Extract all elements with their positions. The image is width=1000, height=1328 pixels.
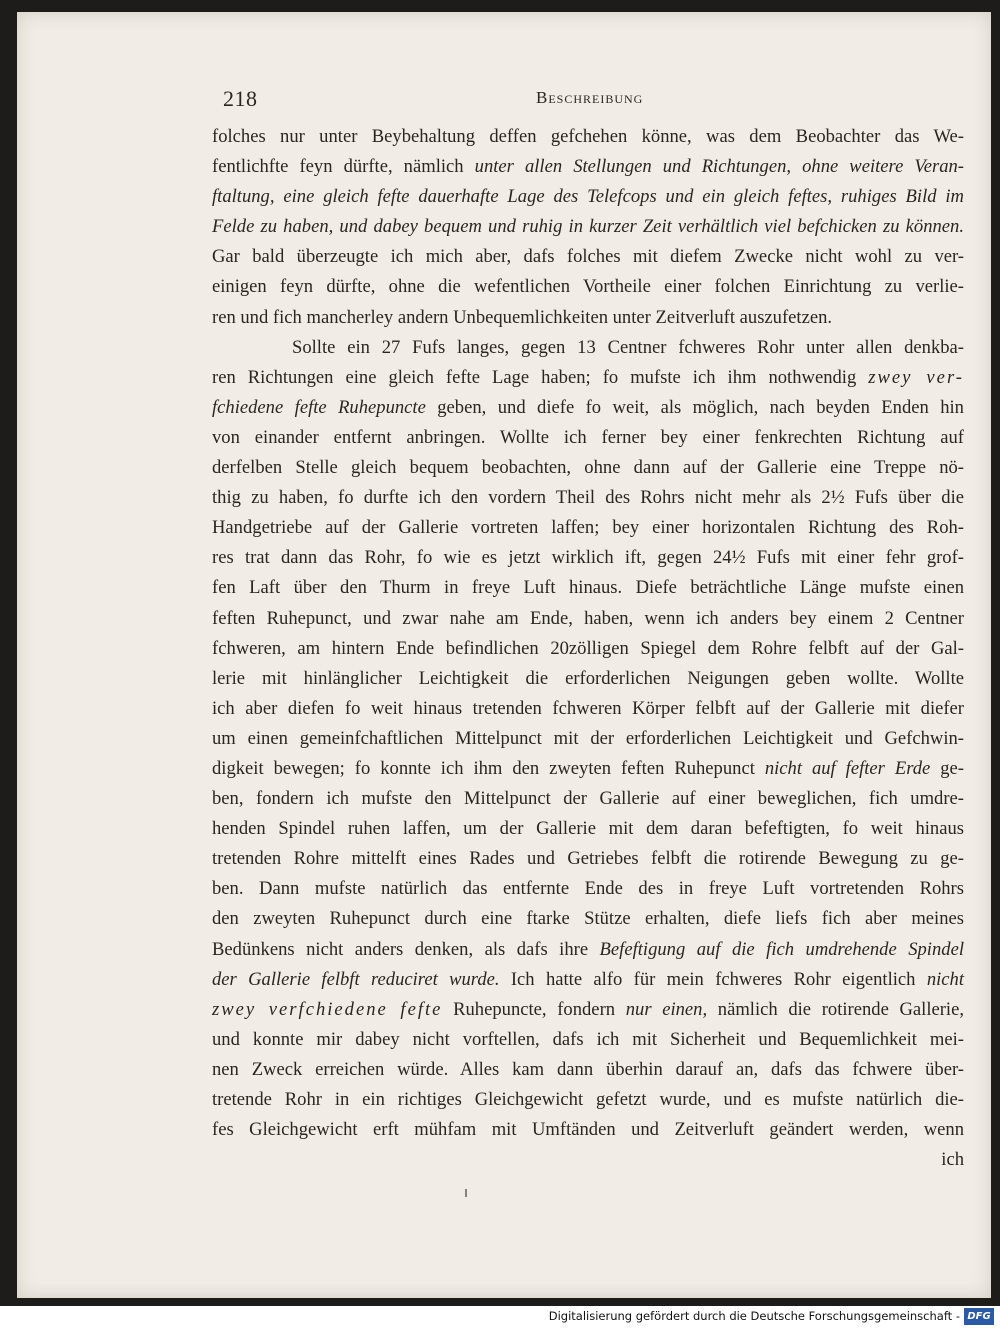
line-text: folches nur unter Beybehaltung deffen gefchehen könne, was dem Beobachter das We- [212,126,964,147]
text-line [212,453,964,483]
line-italic-text: unter allen Stellungen und Richtungen, ohne weitere Veran- [474,156,964,178]
line-text: fchweren, am hintern Ende befindlichen 20zölligen Spiegel dem Rohre felbft auf der Gal- [212,637,964,659]
text-line [212,844,964,874]
text-line [212,393,964,423]
line-text: derfelben Stelle gleich bequem beobachten, ohne dann auf der Gallerie eine Treppe nö- [212,457,964,479]
text-line [212,1055,964,1085]
text-line [212,724,964,754]
line-text: nen Zweck erreichen würde. Alles kam dann überhin darauf an, dafs das fchwere über- [212,1058,964,1080]
line-text: um einen gemeinfchaftlichen Mittelpunct mit der erforderlichen Leichtigkeit und Gefchwin- [212,727,964,749]
line-text: tretende Rohr in ein richtiges Gleichgewicht gefetzt wurde, und es mufste natürlich die- [212,1089,964,1110]
line-italic-text: fchiedene fefte Ruhepuncte [212,396,426,418]
text-line [212,363,964,393]
text-line [212,995,964,1025]
page-number: 218 [223,86,258,111]
line-italic-text: nicht auf fefter Erde [764,757,931,779]
line-text: fentlichfte feyn dürfte, nämlich [212,156,475,178]
text-line [212,212,964,242]
line-spaced-text: zwey verfchiedene fefte [212,998,443,1020]
line-italic-text: nicht [926,968,964,990]
line-text: Gar bald überzeugte ich mich aber, dafs folches mit diefem Zwecke nicht wohl zu ver- [212,246,964,268]
digitization-footer [0,1306,1000,1328]
text-line [212,333,964,363]
text-line [212,965,964,995]
text-line [212,423,964,453]
line-spaced-text: zwey ver- [868,366,964,388]
text-line [212,664,964,694]
line-text: henden Spindel ruhen laffen, um der Gallerie mit dem daran befeftigten, fo weit hinaus [212,818,964,840]
text-line [212,513,964,543]
line-text: Ruhepuncte, fondern [442,998,626,1020]
line-italic-text: ftaltung, eine gleich fefte dauerhafte Lage des Telefcops und ein gleich feftes, ruhiges Bild im [212,186,964,208]
text-line [212,242,964,272]
page-header [223,86,968,116]
line-text: ben, fondern ich mufste den Mittelpunct der Gallerie auf einer beweglichen, fich umdre- [212,788,964,810]
line-text: Bedünkens nicht anders denken, als dafs ihre [212,938,600,960]
line-text: Sollte ein 27 Fufs langes, gegen 13 Centner fchweres Rohr unter allen denkba- [292,336,964,358]
line-text: lerie mit hinlänglicher Leichtigkeit die erforderlichen Neigungen geben wollte. Wollte [212,667,964,689]
text-line [212,935,964,965]
line-text: fen Laft über den Thurm in freye Luft hinaus. Diefe beträchtliche Länge mufste einen [212,577,964,599]
line-italic-text: der Gallerie felbft reduciret wurde. [212,968,500,990]
line-text: feften Ruhepunct, und zwar nahe am Ende, haben, wenn ich anders bey einem 2 Centner [212,607,964,629]
line-text: tretenden Rohre mittelft eines Rades und Getriebes felbft die rotirende Bewegung zu ge- [212,848,964,870]
line-text: nämlich die rotirende Gallerie, [707,998,965,1020]
text-line [212,784,964,814]
line-text: geben, und diefe fo weit, als möglich, nach beyden Enden hin [425,396,964,418]
line-text: ren Richtungen eine gleich fefte Lage haben; fo mufste ich ihm nothwendig [212,366,869,388]
text-line [212,1085,964,1115]
line-text: Handgetriebe auf der Gallerie vortreten laffen; bey einer horizontalen Richtung des Roh- [212,517,964,539]
text-line [212,1115,964,1145]
text-line [212,573,964,603]
text-line [212,272,964,302]
line-text: thig zu haben, fo durfte ich den vordern Theil des Rohrs nicht mehr als 2½ Fufs über die [212,487,964,509]
line-text: ren und fich mancherley andern Unbequemlichkeiten unter Zeitverluft auszufetzen. [212,306,833,328]
text-line [212,303,964,333]
line-text: ich aber diefen fo weit hinaus tretenden fchweren Körper felbft auf der Gallerie mit diefer [212,697,964,719]
line-text: von einander entfernt anbringen. Wollte ich ferner bey einer fenkrechten Richtung auf [212,426,964,448]
text-line [212,182,964,212]
body-text [212,122,964,1175]
paper-mark [465,1189,467,1197]
text-line [212,874,964,904]
line-text: einigen feyn dürfte, ohne die wefentlichen Vortheile einer folchen Einrichtung zu verlie- [212,276,964,298]
text-line [212,634,964,664]
text-line [212,754,964,784]
text-line [212,483,964,513]
line-text: und konnte mir dabey nicht vorftellen, dafs ich mit Sicherheit und Bequemlichkeit mei- [212,1028,964,1050]
text-line [212,604,964,634]
dfg-logo[interactable]: DFG [964,1308,994,1325]
running-head: Beschreibung [536,88,644,107]
line-text: res trat dann das Rohr, fo wie es jetzt wirklich ift, gegen 24½ Fufs mit einer fehr grof- [212,547,964,569]
line-italic-text: Felde zu haben, und dabey bequem und ruhig in kurzer Zeit verhältlich viel befchicken zu können. [212,216,964,238]
text-line [212,1025,964,1055]
text-line [212,543,964,573]
text-line [212,814,964,844]
text-line [212,122,964,152]
text-line [212,904,964,934]
line-text: digkeit bewegen; fo konnte ich ihm den zweyten feften Ruhepunct [212,757,765,779]
line-italic-text: nur einen, [625,998,708,1020]
line-text: fes Gleichgewicht erft mühfam mit Umftänden und Zeitverluft geändert werden, wenn [212,1119,964,1141]
line-text: ge- [930,757,965,779]
text-line [212,152,964,182]
text-line [212,694,964,724]
line-text: Ich hatte alfo für mein fchweres Rohr eigentlich [499,968,927,990]
catchword [212,1145,964,1175]
funding-credit: Digitalisierung gefördert durch die Deutsche Forschungsgemeinschaft - [548,1309,960,1323]
line-italic-text: Befeftigung auf die fich umdrehende Spindel [599,938,964,960]
line-text: ben. Dann mufste natürlich das entfernte Ende des in freye Luft vortretenden Rohrs [212,878,964,900]
catchword-text: ich [941,1149,964,1171]
line-text: den zweyten Ruhepunct durch eine ftarke Stütze erhalten, diefe liefs fich aber meines [212,908,964,930]
